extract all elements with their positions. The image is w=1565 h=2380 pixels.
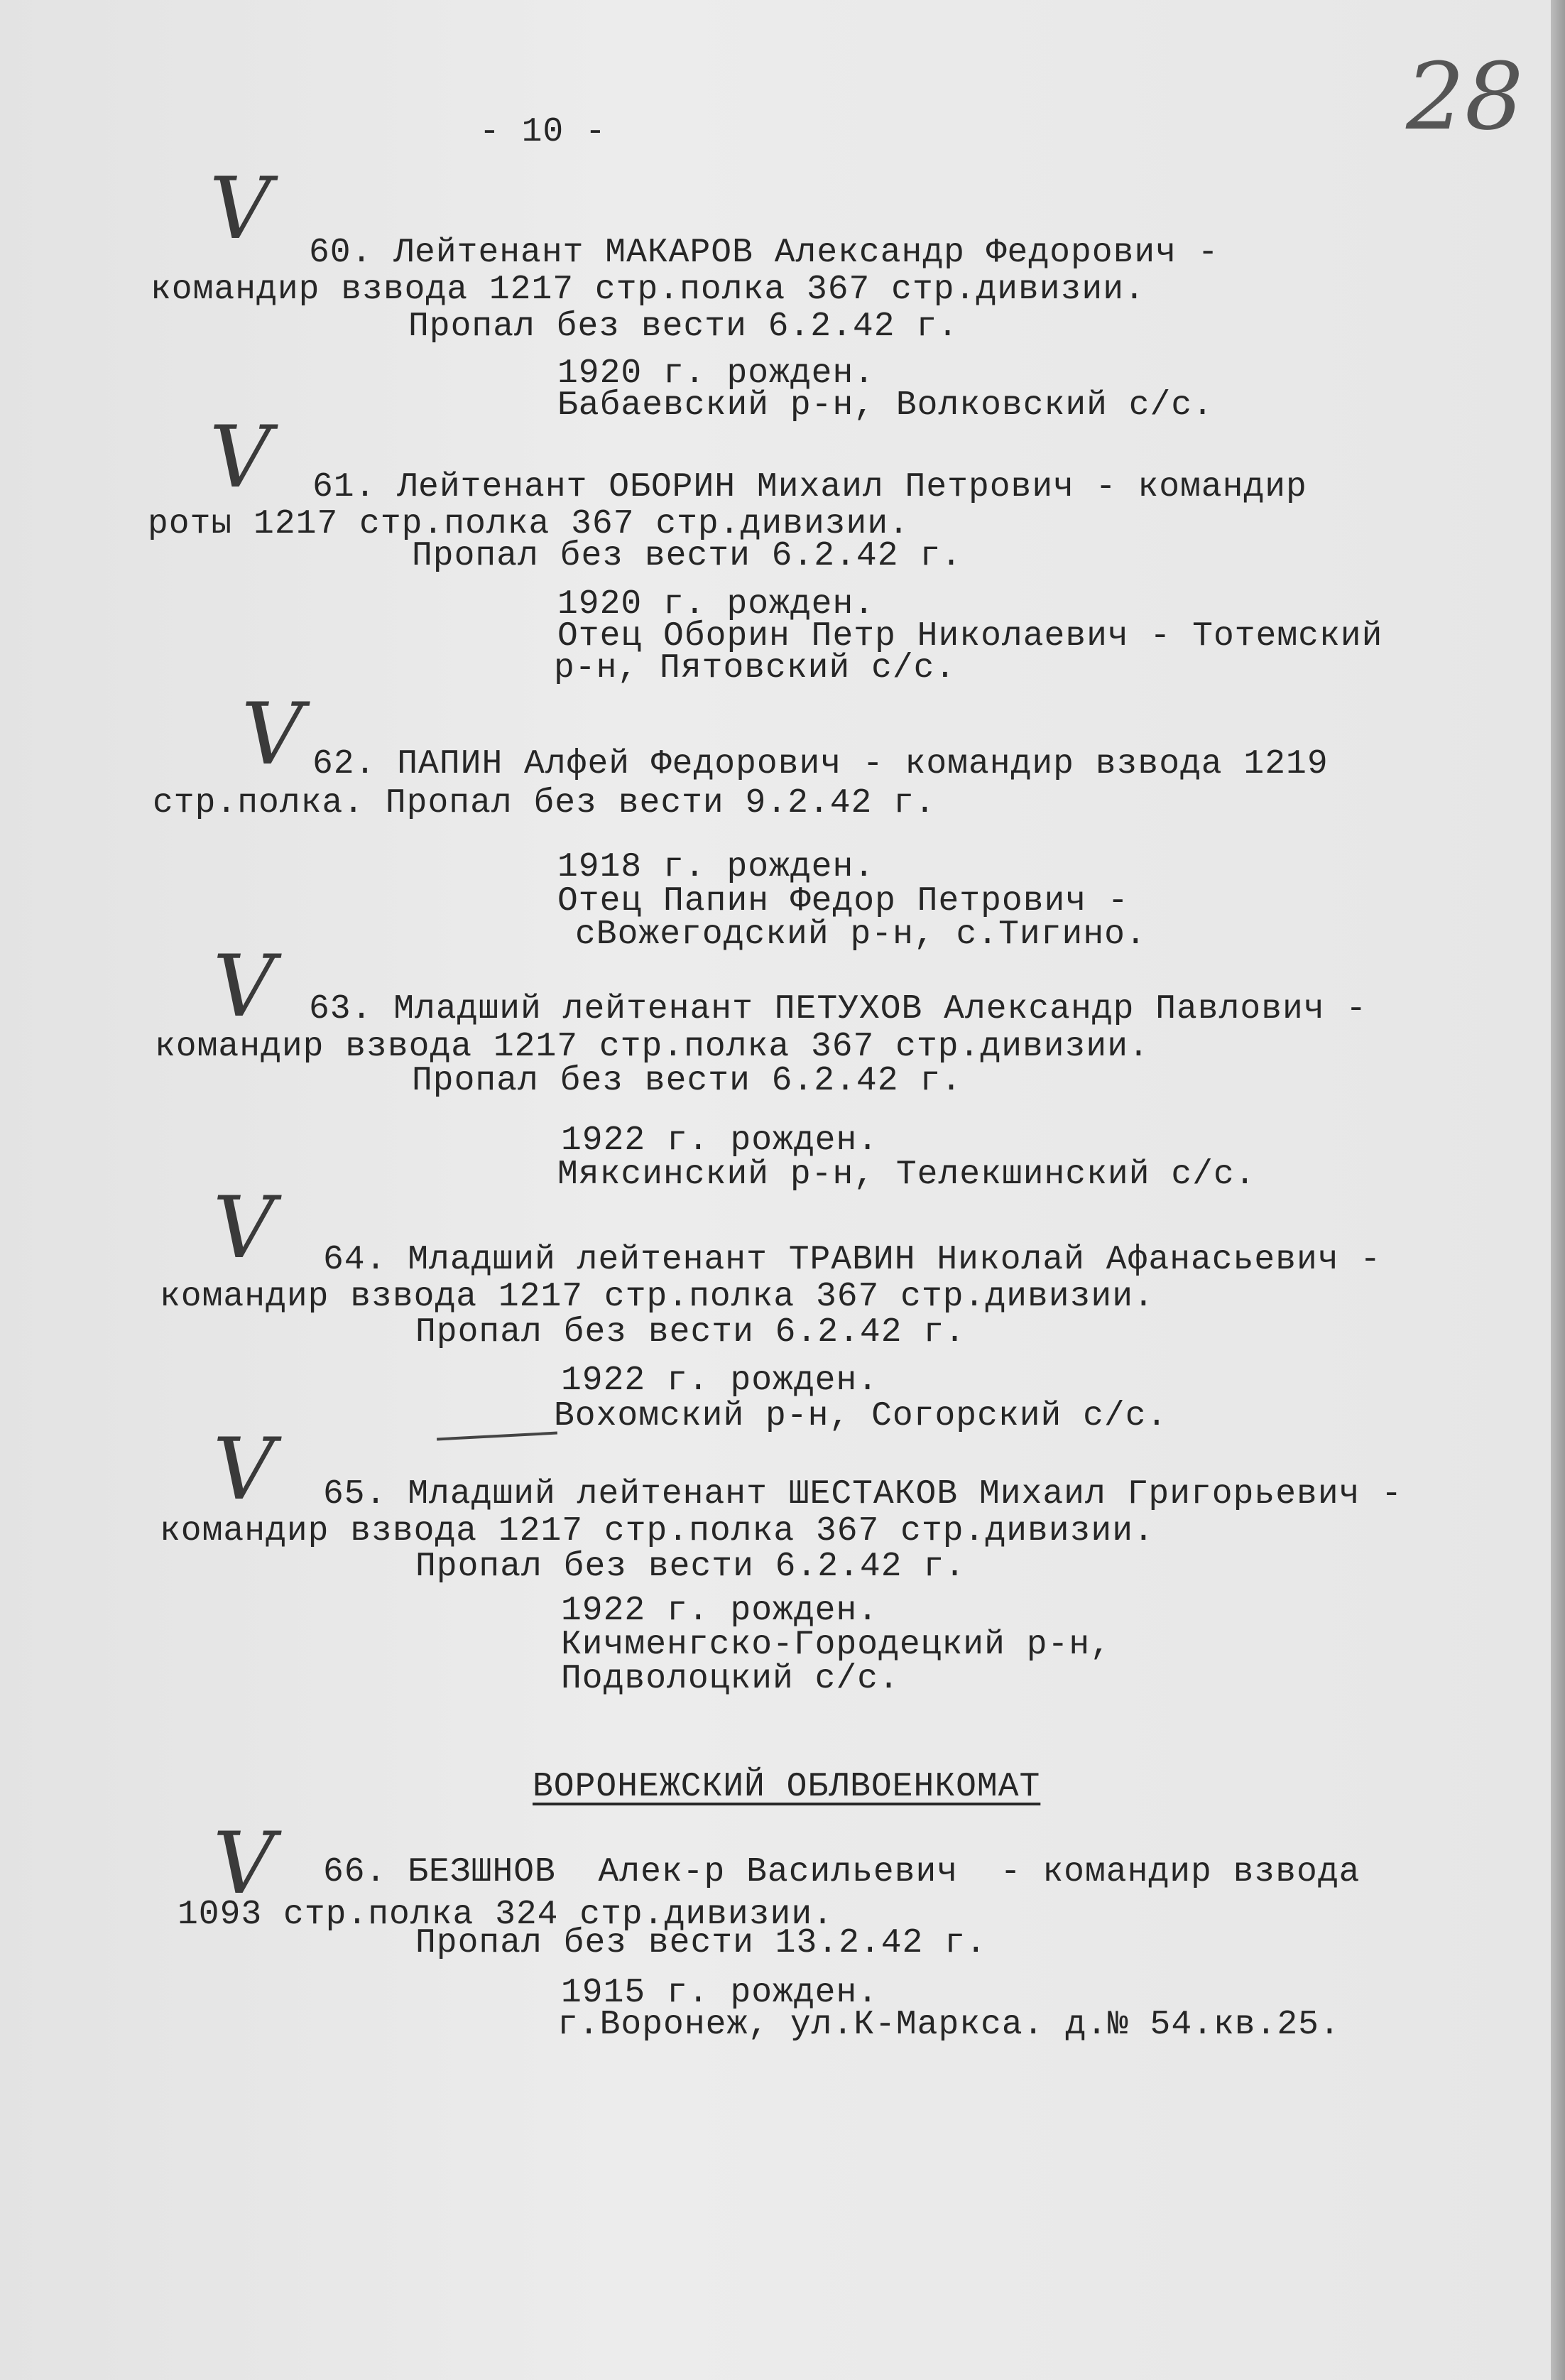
handwritten-stroke — [437, 1432, 557, 1441]
entry-66-line-4: 1915 г. рожден. — [561, 1974, 879, 2012]
entry-63-line-3: Пропал без вести 6.2.42 г. — [412, 1062, 962, 1100]
entry-61-line-6: р-н, Пятовский с/с. — [554, 649, 956, 688]
entry-62-line-3: 1918 г. рожден. — [557, 848, 876, 886]
entry-62-line-5: сВожегодский р-н, с.Тигино. — [575, 915, 1147, 954]
entry-62-line-2: стр.полка. Пропал без вести 9.2.42 г. — [153, 784, 936, 822]
entry-60-line-1: 60. Лейтенант МАКАРОВ Александр Федорович - — [309, 234, 1219, 272]
checkmark-60: V — [200, 160, 280, 259]
entry-60-line-4: 1920 г. рожден. — [557, 354, 876, 393]
entry-66-line-1: 66. БЕЗШНОВ Алек-р Васильевич - командир взвода — [323, 1853, 1360, 1891]
entry-63-line-1: 63. Младший лейтенант ПЕТУХОВ Александр Павлович - — [309, 990, 1368, 1028]
entry-66-line-2: 1093 стр.полка 324 стр.дивизии. — [178, 1896, 834, 1934]
entry-65-line-4: 1922 г. рожден. — [561, 1592, 879, 1630]
entry-65-line-6: Подволоцкий с/с. — [561, 1660, 900, 1698]
entry-65-line-1: 65. Младший лейтенант ШЕСТАКОВ Михаил Григорьевич - — [323, 1475, 1403, 1514]
entry-65-line-3: Пропал без вести 6.2.42 г. — [415, 1548, 966, 1586]
entry-60-line-3: Пропал без вести 6.2.42 г. — [408, 308, 959, 346]
entry-61-line-2: роты 1217 стр.полка 367 стр.дивизии. — [148, 505, 910, 543]
entry-62-line-1: 62. ПАПИН Алфей Федорович - командир взвода 1219 — [312, 745, 1329, 783]
page-number: - 10 - — [479, 113, 606, 151]
checkmark-63: V — [204, 938, 283, 1036]
entry-61-line-4: 1920 г. рожден. — [557, 585, 876, 624]
checkmark-62: V — [232, 685, 312, 784]
entry-61-line-3: Пропал без вести 6.2.42 г. — [412, 537, 962, 575]
checkmark-64: V — [204, 1179, 283, 1278]
page-edge-shadow — [1551, 0, 1565, 2380]
entry-61-line-5: Отец Оборин Петр Николаевич - Тотемский — [557, 617, 1383, 656]
checkmark-66: V — [204, 1815, 283, 1913]
entry-64-line-2: командир взвода 1217 стр.полка 367 стр.дивизии. — [160, 1278, 1155, 1316]
entry-63-line-4: 1922 г. рожден. — [561, 1121, 879, 1160]
entry-63-line-5: Мяксинский р-н, Телекшинский с/с. — [557, 1156, 1256, 1194]
entry-60-line-2: командир взвода 1217 стр.полка 367 стр.дивизии. — [151, 271, 1145, 309]
entry-66-line-3: Пропал без вести 13.2.42 г. — [415, 1924, 987, 1962]
checkmark-61: V — [200, 408, 280, 507]
entry-60-line-5: Бабаевский р-н, Волковский с/с. — [557, 386, 1214, 425]
entry-64-line-4: 1922 г. рожден. — [561, 1362, 879, 1400]
entry-65-line-2: командир взвода 1217 стр.полка 367 стр.дивизии. — [160, 1512, 1155, 1550]
entry-66-line-5: г.Воронеж, ул.К-Маркса. д.№ 54.кв.25. — [557, 2006, 1341, 2044]
entry-64-line-5: Вохомский р-н, Согорский с/с. — [554, 1397, 1168, 1435]
checkmark-65: V — [204, 1420, 283, 1519]
entry-64-line-1: 64. Младший лейтенант ТРАВИН Николай Афанасьевич - — [323, 1241, 1382, 1279]
entry-65-line-5: Кичменгско-Городецкий р-н, — [561, 1626, 1111, 1664]
entry-62-line-4: Отец Папин Федор Петрович - — [557, 882, 1129, 920]
entry-64-line-3: Пропал без вести 6.2.42 г. — [415, 1313, 966, 1352]
section-heading: ВОРОНЕЖСКИЙ ОБЛВОЕНКОМАТ — [533, 1768, 1041, 1806]
entry-61-line-1: 61. Лейтенант ОБОРИН Михаил Петрович - командир — [312, 468, 1307, 506]
archive-folio-number: 28 — [1406, 43, 1524, 151]
entry-63-line-2: командир взвода 1217 стр.полка 367 стр.дивизии. — [155, 1028, 1150, 1066]
